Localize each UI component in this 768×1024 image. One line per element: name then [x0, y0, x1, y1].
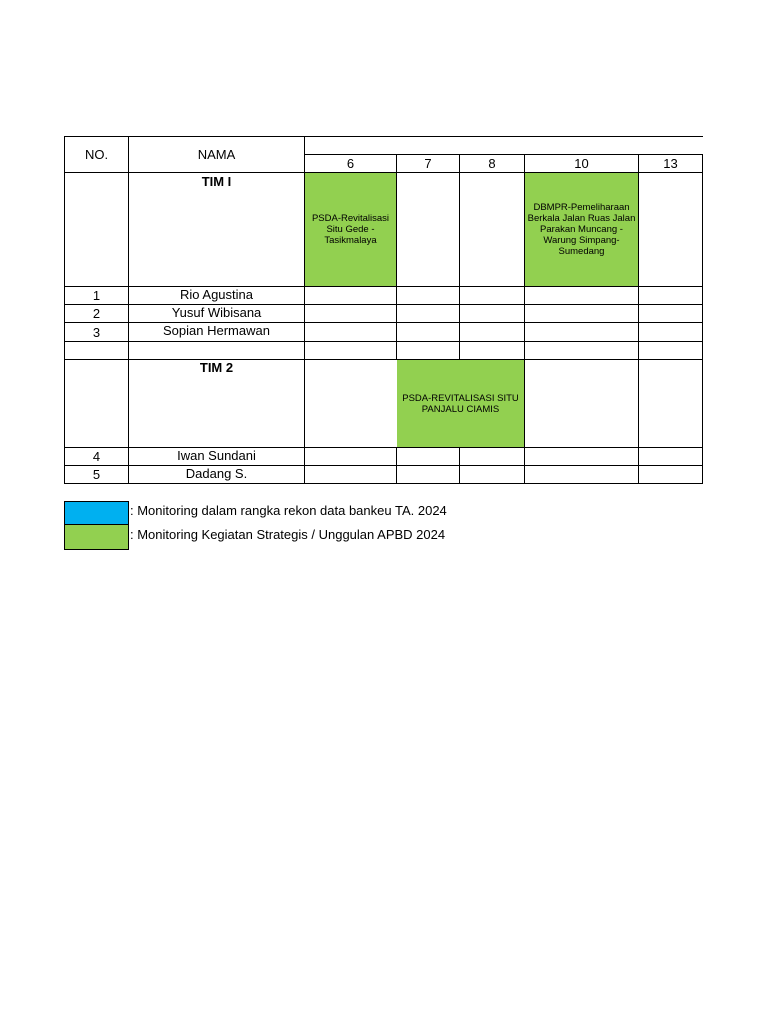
member-name: Iwan Sundani	[177, 447, 256, 463]
activity-text: PSDA-REVITALISASI SITU PANJALU CIAMIS	[402, 392, 519, 415]
member-name: Yusuf Wibisana	[171, 304, 262, 320]
legend-label: : Monitoring dalam rangka rekon data bankeu TA. 2024	[130, 503, 447, 518]
activity-cell-tim2-date7-8	[397, 360, 524, 447]
team-name: TIM 2	[199, 360, 234, 375]
member-no: 3	[92, 324, 101, 340]
member-no: 2	[92, 306, 101, 321]
legend-swatch-green	[64, 524, 129, 550]
header-date: 13	[663, 156, 678, 171]
activity-text: DBMPR-Pemeliharaan Berkala Jalan Ruas Jalan Parakan Muncang - Warung Simpang-Sumedang	[527, 202, 636, 257]
header-date: 7	[424, 156, 432, 171]
header-no	[65, 137, 128, 172]
member-no: 5	[92, 467, 101, 482]
header-no-label: NO.	[84, 147, 109, 162]
header-date: 6	[346, 156, 355, 171]
header-date: 8	[488, 156, 496, 171]
header-nama	[129, 137, 304, 172]
member-name: Rio Agustina	[180, 286, 253, 302]
activity-cell-tim1-date6	[305, 173, 396, 286]
header-date: 10	[574, 156, 589, 171]
activity-cell-tim1-date10	[525, 173, 638, 286]
member-name: Dadang S.	[185, 465, 248, 481]
legend-label: : Monitoring Kegiatan Strategis / Unggulan APBD 2024	[130, 527, 446, 542]
member-no: 1	[92, 288, 101, 303]
header-nama-label: NAMA	[197, 147, 236, 162]
legend-swatch-blue	[64, 501, 129, 525]
activity-text: PSDA-Revitalisasi Situ Gede - Tasikmalaya	[311, 213, 390, 246]
member-name: Sopian Hermawan	[163, 322, 270, 338]
team-name: TIM I	[201, 173, 232, 189]
member-no: 4	[92, 449, 101, 464]
